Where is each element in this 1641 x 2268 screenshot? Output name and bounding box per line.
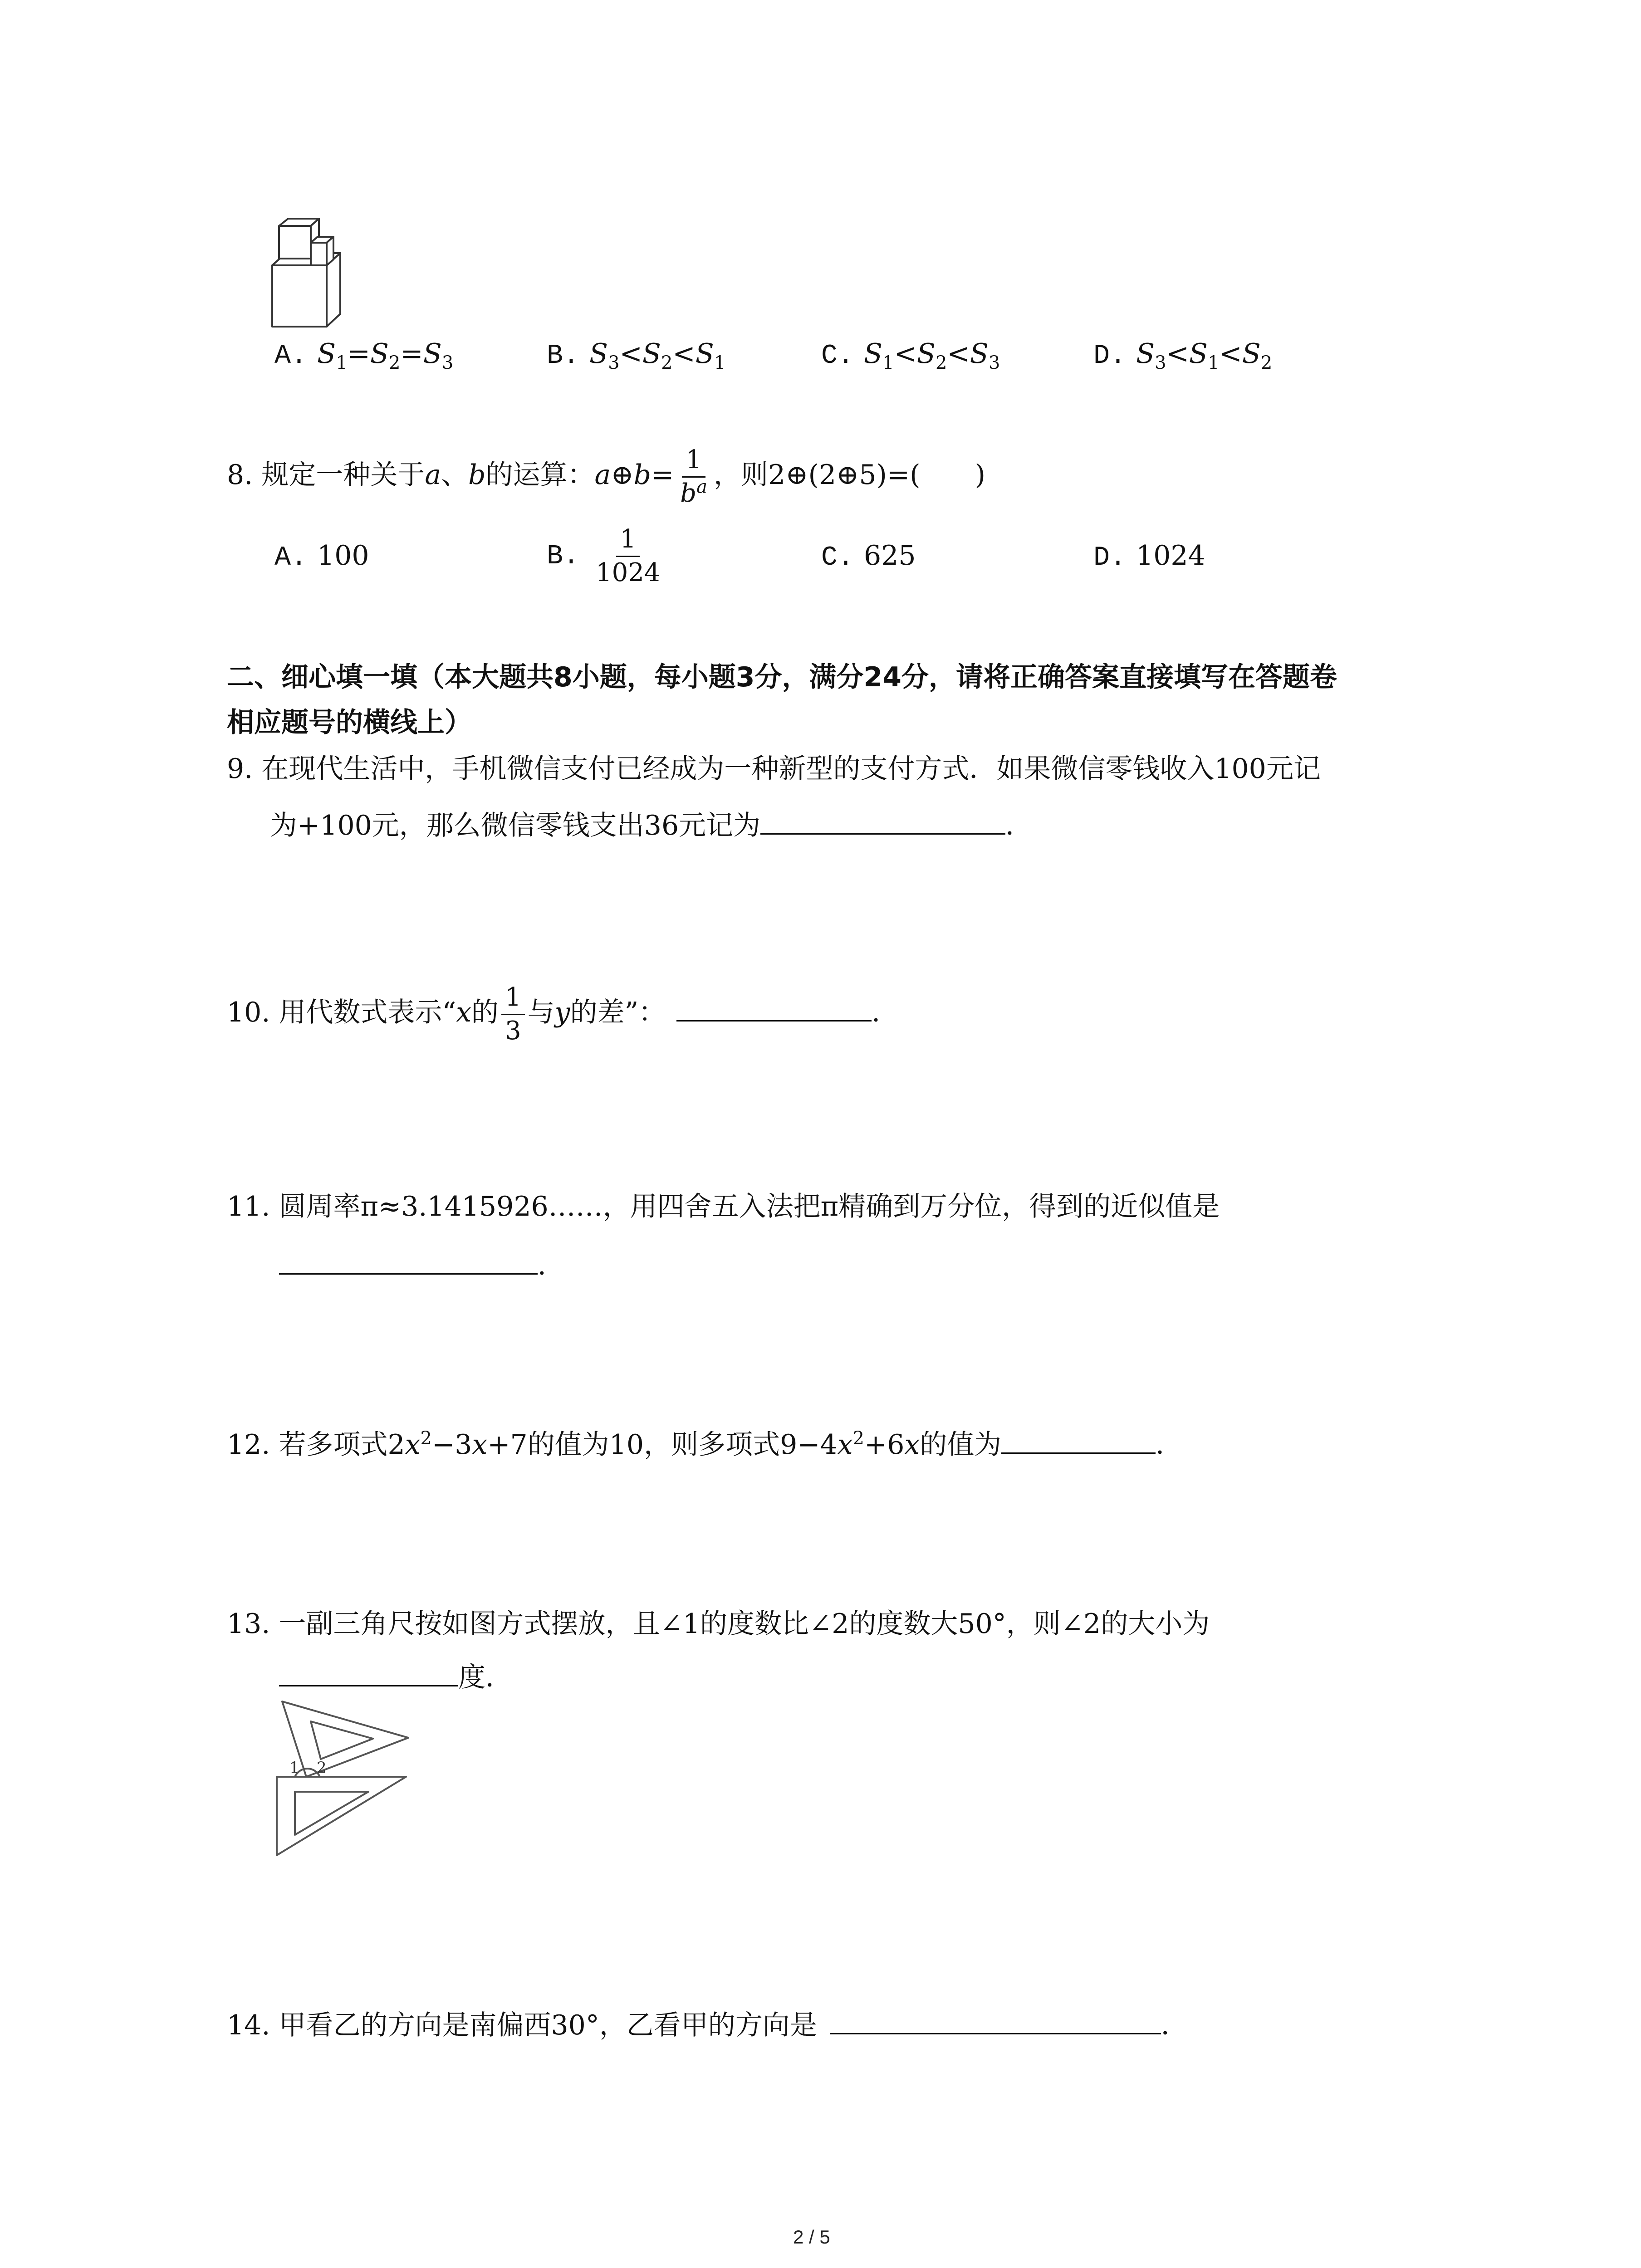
- q8-option-b: B. $\frac{1}{1024}$: [547, 526, 667, 587]
- question-13: 13. 一副三角尺按如图方式摆放，且∠1的度数比∠2的度数大50°，则∠2的大小为: [227, 1608, 1210, 1640]
- q9-answer-blank[interactable]: [760, 833, 1005, 835]
- q11-answer-blank[interactable]: [279, 1273, 538, 1275]
- question-9-line2: 为+100元，那么微信零钱支出36元记为 ．: [270, 810, 1033, 841]
- section-2-heading-line1: 二、细心填一填（本大题共8小题，每小题3分，满分24分，请将正确答案直接填写在答题卷: [227, 661, 1337, 693]
- angle-1-label: 1: [289, 1759, 299, 1777]
- question-10: 10. 用代数式表示“x的 $\frac{1}{3}$ 与y的差”： ．: [227, 982, 899, 1046]
- cube-stack-figure: [268, 218, 354, 331]
- q12-answer-blank[interactable]: [1001, 1452, 1156, 1454]
- q8-option-c: C. 625: [821, 540, 916, 573]
- question-9-line1: 9. 在现代生活中，手机微信支付已经成为一种新型的支付方式．如果微信零钱收入100元记: [227, 753, 1321, 785]
- angle-2-label: 2: [317, 1759, 327, 1777]
- q7-option-a: A. $S_1=S_2=S_3$: [274, 338, 454, 373]
- question-11-answer-line: ．: [279, 1252, 565, 1279]
- set-squares-figure: [272, 1699, 413, 1862]
- question-11: 11. 圆周率π≈3.1415926……，用四舍五入法把π精确到万分位，得到的近似值是: [227, 1191, 1220, 1222]
- q7-option-d: D. $S_3<S_1<S_2$: [1093, 338, 1273, 373]
- section-2-heading-line2: 相应题号的横线上）: [227, 707, 472, 738]
- q8-option-b-fraction: $\frac{1}{1024}$: [596, 524, 661, 587]
- question-8: 8. 规定一种关于a、b的运算：a⊕b= $\frac{1}{b^a}$ ，则2⊕(2⊕5)=( ): [227, 445, 986, 508]
- question-12: 12. 若多项式$2x^2-3x+7$的值为10，则多项式$9-4x^2+6x$的值为 ．: [227, 1428, 1183, 1461]
- page-number: 2 / 5: [793, 2226, 830, 2248]
- q10-answer-blank[interactable]: [676, 1020, 872, 1022]
- q8-option-a: A. 100: [274, 540, 369, 573]
- q13-answer-blank[interactable]: [279, 1685, 458, 1686]
- q14-answer-blank[interactable]: [830, 2033, 1161, 2034]
- q8-fraction: $\frac{1}{b^a}$: [680, 445, 708, 508]
- q10-fraction: $\frac{1}{3}$: [501, 984, 525, 1045]
- question-13-answer-line: 度．: [279, 1664, 513, 1691]
- q8-option-d: D. 1024: [1093, 540, 1205, 573]
- question-14: 14. 甲看乙的方向是南偏西30°，乙看甲的方向是 ．: [227, 2009, 1188, 2041]
- q7-option-b: B. $S_3<S_2<S_1$: [547, 338, 726, 373]
- q7-option-c: C. $S_1<S_2<S_3$: [821, 338, 1000, 373]
